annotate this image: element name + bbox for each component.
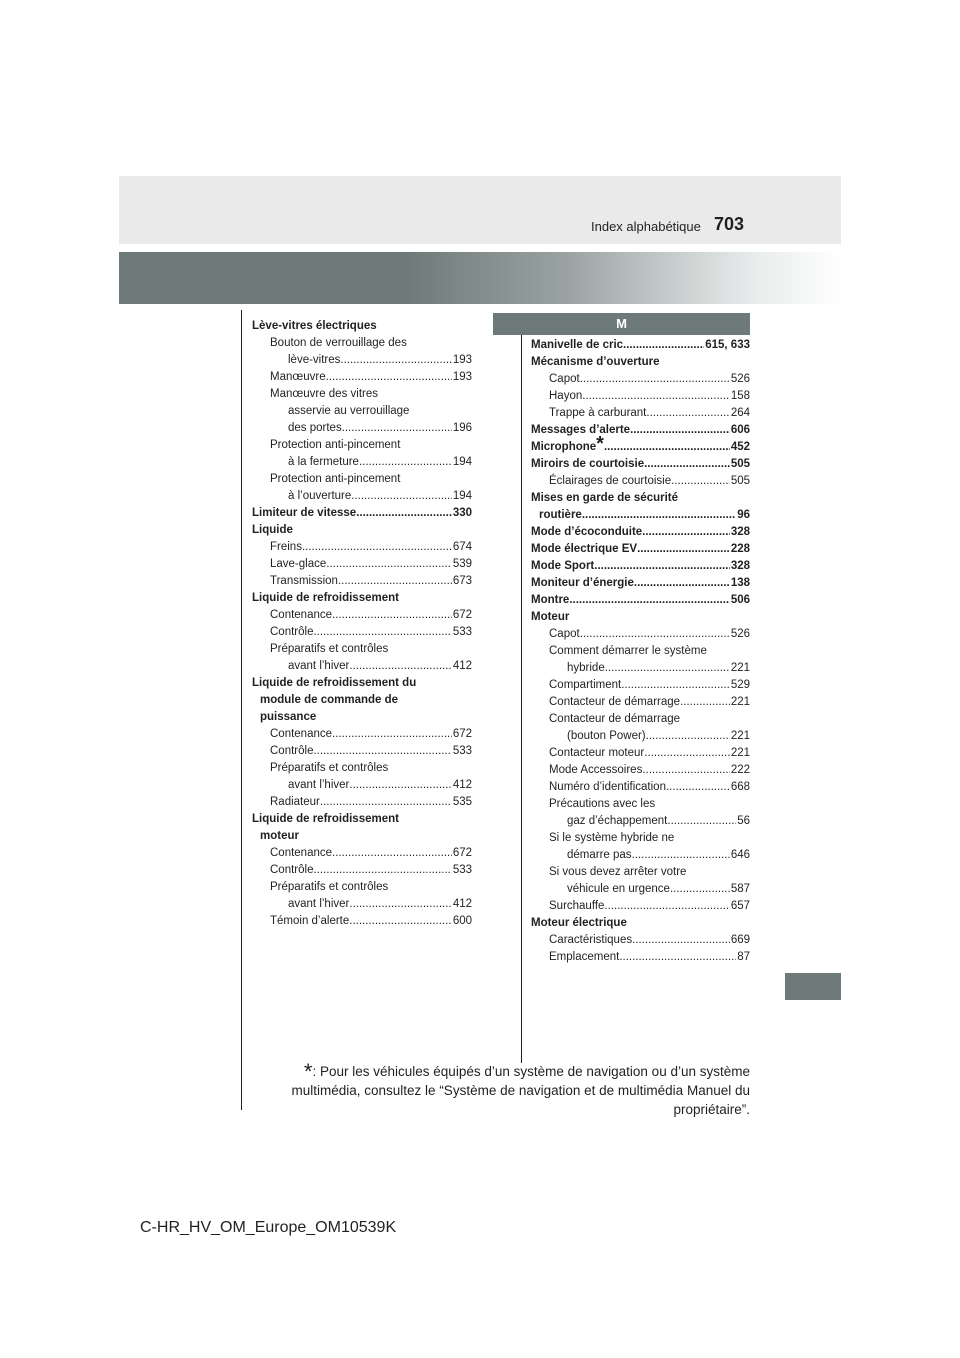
page-reference: 196 [452, 422, 472, 434]
dot-leader [349, 896, 451, 913]
page-reference: 526 [730, 373, 750, 385]
dot-leader [632, 847, 730, 864]
page-number: 703 [714, 214, 745, 234]
index-entry-text: Contrôle [270, 745, 314, 757]
index-entry-text: Manivelle de cric [531, 339, 624, 351]
index-entry-text: Si le système hybride ne [549, 832, 675, 844]
dot-leader [332, 845, 452, 862]
page-reference: 606 [730, 424, 750, 436]
index-subentry [531, 932, 750, 949]
page-reference: 526 [730, 628, 750, 640]
dot-leader [594, 558, 730, 575]
index-heading [531, 541, 750, 558]
page-reference: 222 [730, 764, 750, 776]
dot-leader [670, 881, 730, 898]
page-reference: 56 [737, 815, 750, 827]
index-entry-text: Contacteur moteur [549, 747, 645, 759]
page-reference: 600 [452, 915, 472, 927]
dot-leader [637, 541, 730, 558]
page-reference: 330 [452, 507, 472, 519]
page-reference: 672 [452, 728, 472, 740]
index-entry-text: Microphone [531, 441, 597, 453]
index-entry-text: Précautions avec les [549, 798, 656, 810]
index-subentry [252, 403, 472, 420]
index-subentry [531, 762, 750, 779]
index-entry-text: Capot [549, 373, 580, 385]
index-subentry [252, 607, 472, 624]
index-subentry [531, 405, 750, 422]
dot-leader [630, 422, 730, 439]
index-subentry [252, 794, 472, 811]
page-reference: 506 [730, 594, 750, 606]
index-entry-text: Protection anti-pincement [270, 439, 401, 451]
section-letter-header: M [493, 313, 750, 335]
page-reference: 138 [730, 577, 750, 589]
dot-leader [580, 626, 730, 643]
index-heading [252, 505, 472, 522]
dot-leader [340, 352, 451, 369]
index-subentry [252, 743, 472, 760]
footnote-asterisk: * [303, 1059, 313, 1084]
index-subentry [252, 862, 472, 879]
page-reference: 87 [737, 951, 750, 963]
index-heading [531, 354, 750, 371]
chapter-side-tab [785, 973, 841, 1000]
index-subentry [531, 371, 750, 388]
dot-leader [644, 745, 730, 762]
dot-leader [332, 607, 452, 624]
index-entry-text: Manœuvre des vitres [270, 388, 379, 400]
page-reference: 672 [452, 609, 472, 621]
index-heading [252, 522, 472, 539]
index-column-left [252, 318, 472, 930]
page-reference: 669 [730, 934, 750, 946]
index-heading [531, 915, 750, 932]
index-heading [531, 592, 750, 609]
dot-leader [332, 726, 452, 743]
index-subentry [252, 437, 472, 454]
page-reference: 221 [730, 696, 750, 708]
index-subentry [531, 473, 750, 490]
index-entry-text: véhicule en urgence [567, 883, 670, 895]
index-entry-text: Lève-vitres électriques [252, 320, 377, 332]
left-rule [241, 310, 242, 1110]
index-entry-text: Mode électrique EV [531, 543, 638, 555]
index-subentry [531, 507, 750, 524]
index-entry-text: Capot [549, 628, 580, 640]
index-subentry [252, 420, 472, 437]
dot-leader [680, 694, 730, 711]
index-entry-text: hybride [567, 662, 605, 674]
index-entry-text: Emplacement [549, 951, 620, 963]
index-entry-text: Contrôle [270, 864, 314, 876]
page-reference: 615, 633 [705, 339, 750, 351]
page-reference: 158 [730, 390, 750, 402]
dot-leader [646, 728, 730, 745]
page-reference: 657 [730, 900, 750, 912]
dot-leader [351, 488, 452, 505]
index-subentry [531, 388, 750, 405]
page-reference: 673 [452, 575, 472, 587]
index-entry-text: Comment démarrer le système [549, 645, 707, 657]
dot-leader [642, 524, 730, 541]
index-entry-text: Freins [270, 541, 302, 553]
index-entry-text: Lave-glace [270, 558, 327, 570]
index-entry-text: Manœuvre [270, 371, 326, 383]
page-reference: 539 [452, 558, 472, 570]
footnote-line-3: propriétaire”. [673, 1102, 750, 1117]
dot-leader [580, 371, 730, 388]
index-subentry [531, 949, 750, 966]
index-subentry [252, 386, 472, 403]
index-subentry [252, 777, 472, 794]
dot-leader [342, 420, 452, 437]
index-subentry [531, 694, 750, 711]
index-entry-text: démarre pas [567, 849, 632, 861]
page-reference: 533 [452, 745, 472, 757]
index-entry-text: Moniteur d’énergie [531, 577, 634, 589]
footnote-line-2: multimédia, consultez le “Système de navigation et de multimédia Manuel du [291, 1083, 750, 1098]
section-gradient-bar [119, 252, 841, 304]
index-subentry [531, 660, 750, 677]
dot-leader [634, 575, 730, 592]
index-subentry [252, 828, 472, 845]
index-entry-text: Contacteur de démarrage [549, 713, 681, 725]
dot-leader [582, 507, 736, 524]
index-heading [531, 490, 750, 507]
index-subentry [252, 573, 472, 590]
page-reference: 328 [730, 526, 750, 538]
page-reference: 674 [452, 541, 472, 553]
dot-leader [667, 813, 736, 830]
index-entry-text: Miroirs de courtoisie [531, 458, 645, 470]
index-subentry [252, 845, 472, 862]
index-entry-text: Contacteur de démarrage [549, 696, 681, 708]
dot-leader [623, 337, 704, 354]
index-entry-text: Trappe à carburant [549, 407, 647, 419]
dot-leader [604, 898, 729, 915]
page-reference: 194 [452, 490, 472, 502]
index-subentry [531, 864, 750, 881]
index-entry-text: Compartiment [549, 679, 622, 691]
index-subentry [531, 677, 750, 694]
index-entry-text: Protection anti-pincement [270, 473, 401, 485]
index-entry-text: Préparatifs et contrôles [270, 643, 389, 655]
index-heading [531, 433, 750, 456]
index-subentry [531, 779, 750, 796]
index-entry-text: Contrôle [270, 626, 314, 638]
page-reference: 193 [452, 354, 472, 366]
index-subentry [531, 830, 750, 847]
index-subentry [531, 847, 750, 864]
page-reference: 412 [452, 898, 472, 910]
page-reference: 264 [730, 407, 750, 419]
index-entry-text: Liquide de refroidissement [252, 592, 399, 604]
index-entry-text: (bouton Power) [567, 730, 646, 742]
index-entry-text: Bouton de verrouillage des [270, 337, 407, 349]
index-subentry [531, 711, 750, 728]
dot-leader [313, 743, 451, 760]
index-entry-text: Moteur [531, 611, 570, 623]
dot-leader [621, 677, 730, 694]
page-reference: 221 [730, 730, 750, 742]
dot-leader [349, 658, 451, 675]
page-reference: 668 [730, 781, 750, 793]
index-heading [252, 590, 472, 607]
index-heading [531, 575, 750, 592]
index-entry-text: moteur [260, 830, 299, 842]
page-reference: 193 [452, 371, 472, 383]
footnote-line-1: : Pour les véhicules équipés d’un système de navigation ou d’un système [312, 1064, 750, 1079]
dot-leader [302, 539, 452, 556]
index-entry-text: Mode Sport [531, 560, 595, 572]
page-reference: 228 [730, 543, 750, 555]
index-subentry [252, 760, 472, 777]
index-entry-text: Surchauffe [549, 900, 605, 912]
asterisk-marker: * [596, 433, 604, 455]
index-entry-text: Contenance [270, 609, 333, 621]
page-reference: 412 [452, 779, 472, 791]
index-entry-text: Préparatifs et contrôles [270, 762, 389, 774]
index-entry-text: Liquide [252, 524, 293, 536]
dot-leader [326, 369, 452, 386]
index-subentry [252, 641, 472, 658]
index-heading [531, 422, 750, 439]
index-subentry [252, 726, 472, 743]
index-subentry [252, 471, 472, 488]
page-reference: 221 [730, 747, 750, 759]
index-subentry [531, 881, 750, 898]
dot-leader [359, 454, 452, 471]
index-entry-text: avant l’hiver [288, 779, 350, 791]
dot-leader [313, 624, 451, 641]
index-subentry [252, 692, 472, 709]
index-entry-text: lève-vitres [288, 354, 341, 366]
index-entry-text: Liquide de refroidissement [252, 813, 399, 825]
index-subentry [531, 745, 750, 762]
index-heading [531, 524, 750, 541]
index-entry-text: à l’ouverture [288, 490, 352, 502]
footnote [258, 1059, 750, 1119]
index-subentry [531, 813, 750, 830]
index-subentry [252, 556, 472, 573]
index-subentry [531, 898, 750, 915]
index-subentry [252, 352, 472, 369]
page-reference: 535 [452, 796, 472, 808]
dot-leader [671, 473, 730, 490]
index-subentry [531, 643, 750, 660]
index-entry-text: Radiateur [270, 796, 320, 808]
dot-leader [338, 573, 452, 590]
page-reference: 412 [452, 660, 472, 672]
index-entry-text: Si vous devez arrêter votre [549, 866, 687, 878]
header-title: Index alphabétique [591, 219, 701, 234]
page-reference: 452 [730, 441, 750, 453]
index-heading [252, 318, 472, 335]
dot-leader [582, 388, 730, 405]
dot-leader [356, 505, 452, 522]
index-entry-text: Contenance [270, 728, 333, 740]
index-subentry [252, 879, 472, 896]
dot-leader [313, 862, 451, 879]
dot-leader [619, 949, 736, 966]
page-reference: 194 [452, 456, 472, 468]
index-entry-text: Mode d’écoconduite [531, 526, 643, 538]
index-entry-text: Transmission [270, 575, 338, 587]
dot-leader [320, 794, 452, 811]
index-entry-text: Hayon [549, 390, 583, 402]
index-heading [531, 337, 750, 354]
page-reference: 529 [730, 679, 750, 691]
page-reference: 646 [730, 849, 750, 861]
index-subentry [531, 626, 750, 643]
index-entry-text: Mode Accessoires [549, 764, 643, 776]
index-subentry [252, 896, 472, 913]
dot-leader [642, 762, 729, 779]
index-entry-text: avant l’hiver [288, 898, 350, 910]
center-rule [521, 333, 522, 1063]
index-entry-text: Préparatifs et contrôles [270, 881, 389, 893]
index-heading [252, 811, 472, 828]
index-subentry [252, 539, 472, 556]
page-reference: 533 [452, 626, 472, 638]
page-reference: 672 [452, 847, 472, 859]
dot-leader [666, 779, 730, 796]
page-reference: 505 [730, 458, 750, 470]
index-subentry [252, 488, 472, 505]
dot-leader [569, 592, 729, 609]
index-entry-text: routière [539, 509, 582, 521]
index-heading [531, 558, 750, 575]
index-subentry [252, 658, 472, 675]
dot-leader [632, 932, 730, 949]
index-subentry [252, 709, 472, 726]
index-subentry [252, 913, 472, 930]
index-entry-text: Caractéristiques [549, 934, 633, 946]
index-entry-text: gaz d’échappement [567, 815, 668, 827]
document-code: C-HR_HV_OM_Europe_OM10539K [140, 1219, 397, 1236]
index-entry-text: Liquide de refroidissement du [252, 677, 417, 689]
index-entry-text: asservie au verrouillage [288, 405, 410, 417]
index-entry-text: Témoin d’alerte [270, 915, 350, 927]
index-entry-text: Contenance [270, 847, 333, 859]
dot-leader [646, 405, 729, 422]
index-subentry [531, 796, 750, 813]
dot-leader [644, 456, 730, 473]
dot-leader [349, 913, 452, 930]
index-subentry [252, 369, 472, 386]
index-heading [531, 456, 750, 473]
index-subentry [252, 454, 472, 471]
index-subentry [252, 624, 472, 641]
index-entry-text: Messages d’alerte [531, 424, 631, 436]
index-entry-text: Limiteur de vitesse [252, 507, 357, 519]
index-subentry [252, 335, 472, 352]
page-reference: 505 [730, 475, 750, 487]
page-reference: 96 [737, 509, 750, 521]
index-entry-text: puissance [260, 711, 317, 723]
index-subentry [531, 728, 750, 745]
index-heading [252, 675, 472, 692]
page-reference: 328 [730, 560, 750, 572]
page-reference: 587 [730, 883, 750, 895]
dot-leader [326, 556, 452, 573]
dot-leader [349, 777, 451, 794]
index-entry-text: module de commande de [260, 694, 399, 706]
dot-leader [605, 660, 730, 677]
index-heading [531, 609, 750, 626]
index-entry-text: Montre [531, 594, 570, 606]
index-entry-text: des portes [288, 422, 342, 434]
index-column-right [531, 337, 750, 966]
page-reference: 221 [730, 662, 750, 674]
index-entry-text: avant l’hiver [288, 660, 350, 672]
index-entry-text: Mécanisme d’ouverture [531, 356, 660, 368]
index-entry-text: à la fermeture [288, 456, 359, 468]
index-entry-text: Numéro d’identification [549, 781, 666, 793]
index-entry-text: Mises en garde de sécurité [531, 492, 679, 504]
page-reference: 533 [452, 864, 472, 876]
index-entry-text: Moteur électrique [531, 917, 627, 929]
dot-leader [604, 439, 730, 456]
index-entry-text: Éclairages de courtoisie [549, 475, 672, 487]
